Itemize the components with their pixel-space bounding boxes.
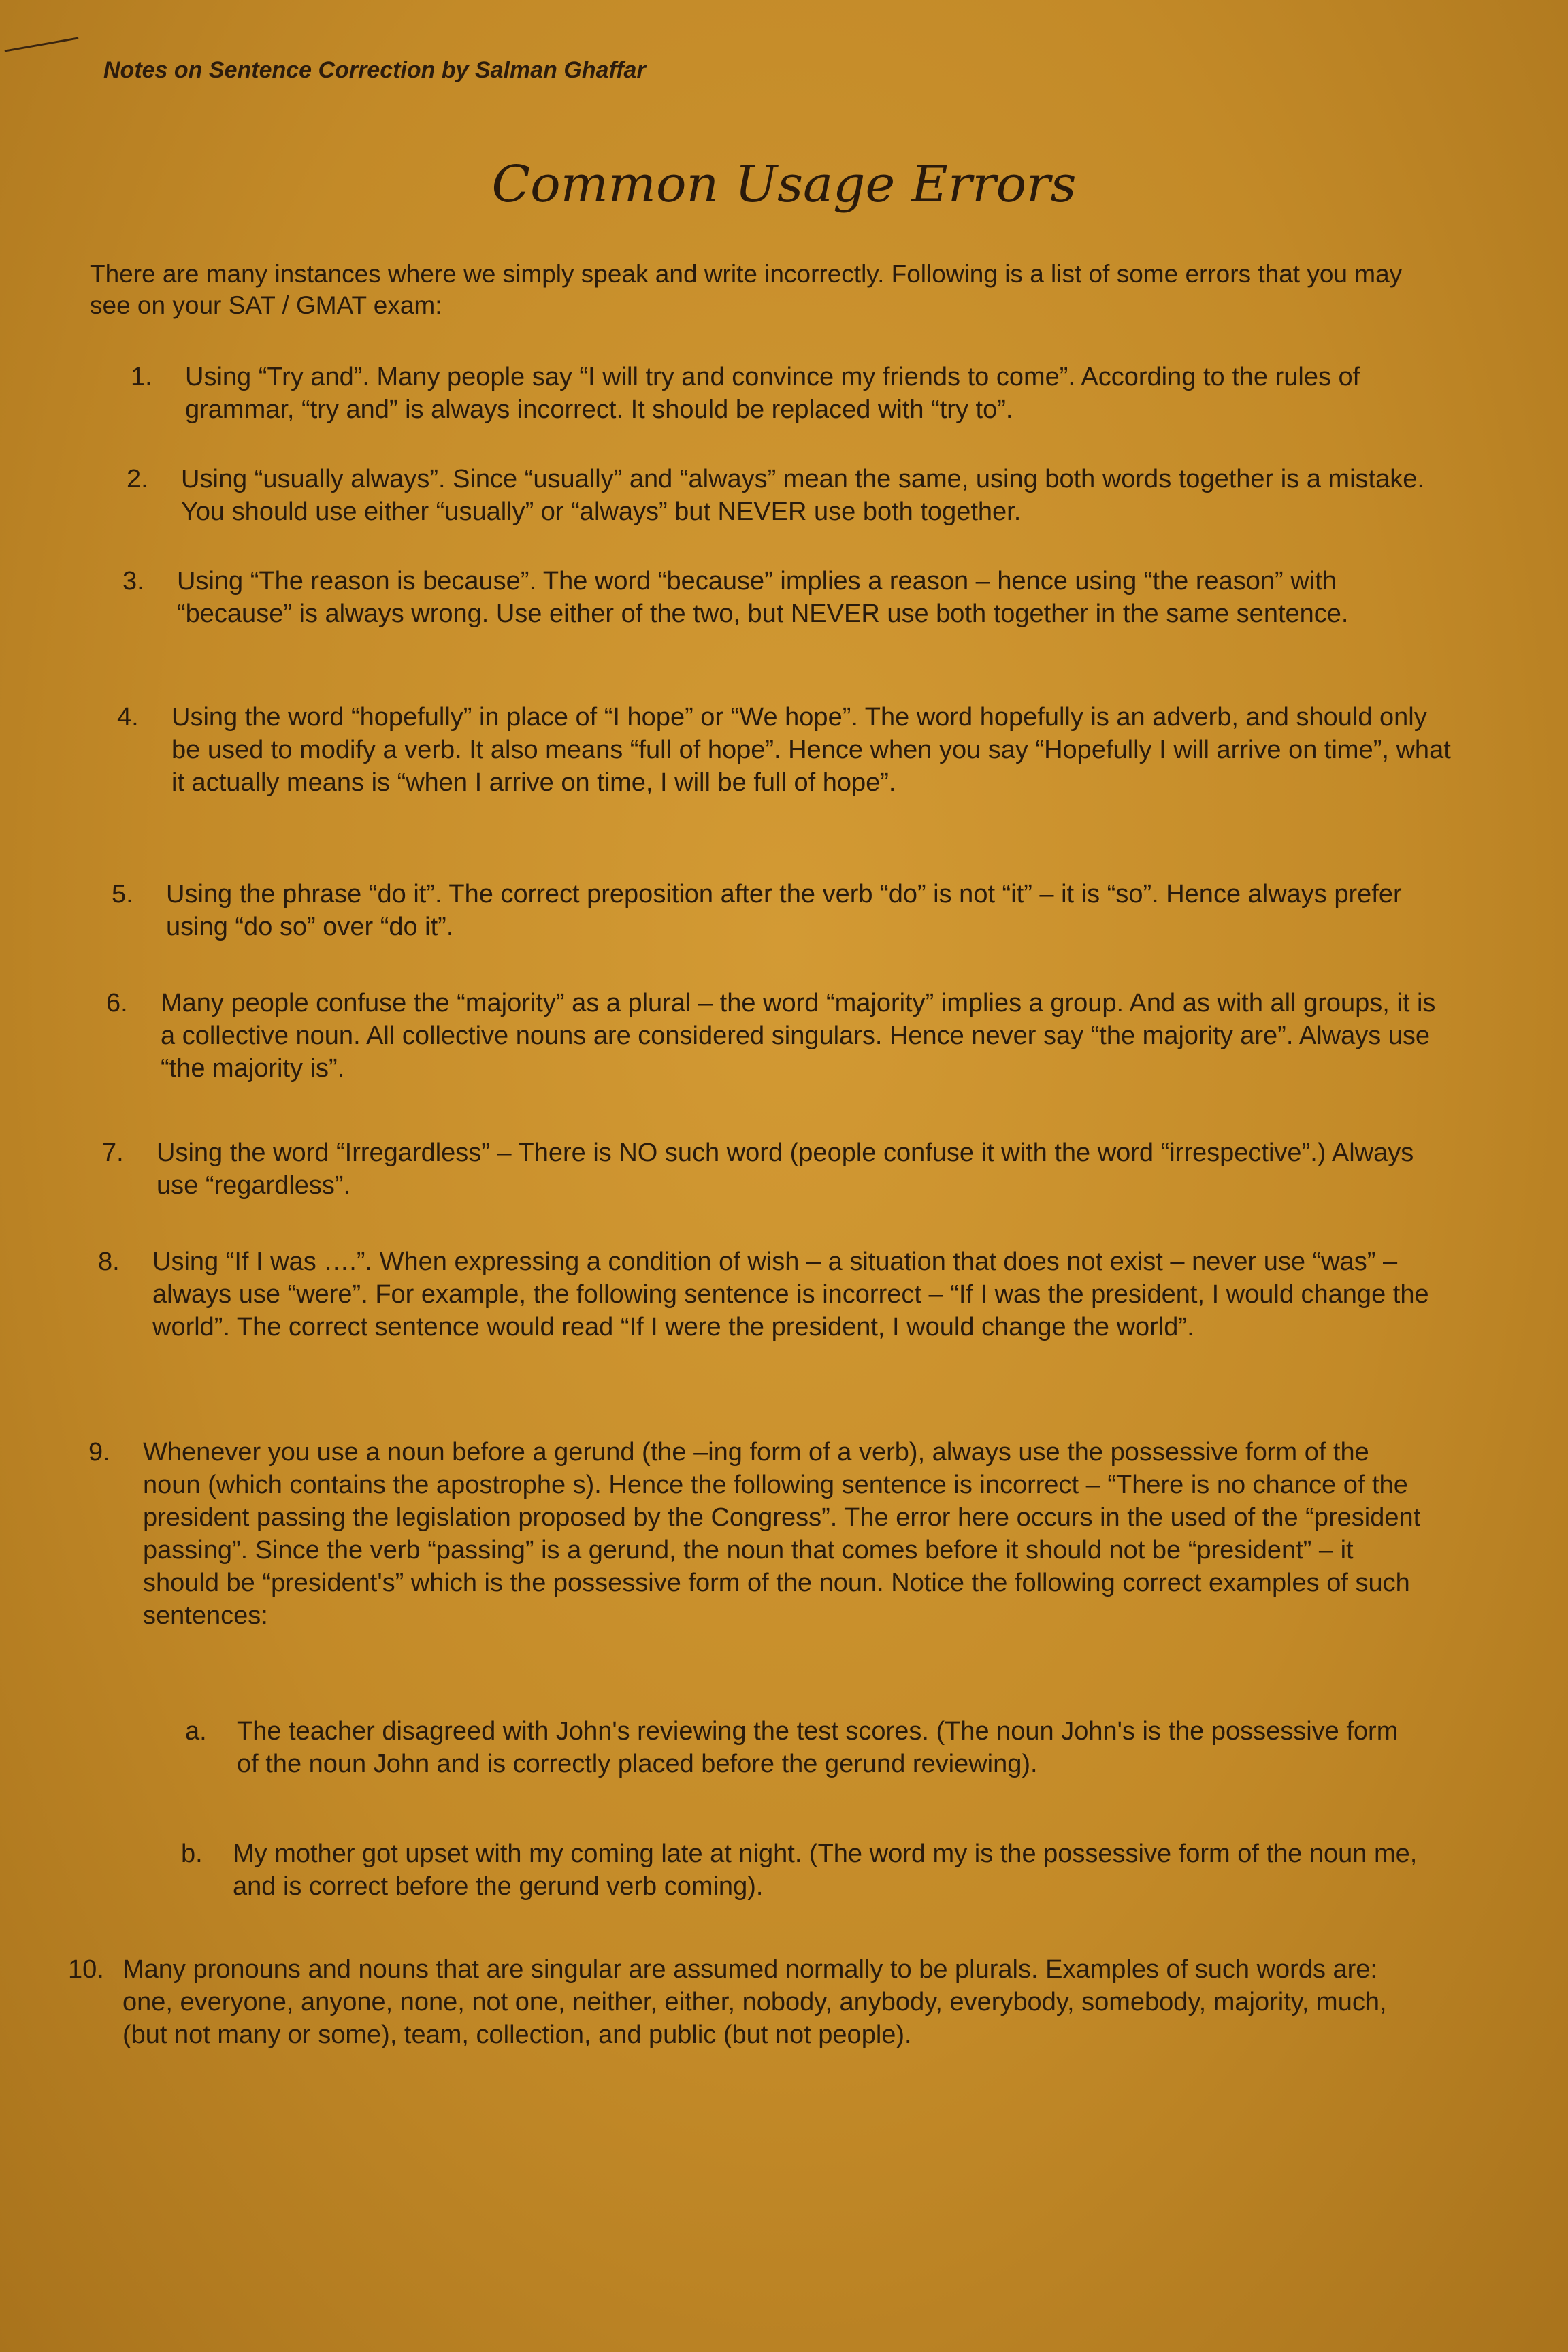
item-number: 1. bbox=[131, 363, 152, 391]
item-text: Using the word “Irregardless” – There is NO such word (people confuse it with the word “irrespective”.) Always use “regardless”. bbox=[157, 1139, 1414, 1200]
item-text: Using “usually always”. Since “usually” and “always” mean the same, using both words together is a mistake. You should use either “usually” or “always” but NEVER use both together. bbox=[181, 465, 1424, 526]
list-item bbox=[117, 701, 1451, 799]
item-text: Many pronouns and nouns that are singular are assumed normally to be plurals. Examples of such words are: one, everyone, anyone, none, not one, neither, either, nobody, anybody, everybody, somebody, majority, much, (but not many or some), team, collection, and public (but not people). bbox=[122, 1955, 1387, 2049]
item-number: 2. bbox=[127, 465, 148, 493]
pen-mark bbox=[5, 37, 79, 52]
item-text: Using “If I was ….”. When expressing a condition of wish – a situation that does not exist – never use “was” – always use “were”. For example, the following sentence is incorrect – “If I was the president, I would change the world”. The correct sentence would read “If I were the president, I would change the world”. bbox=[152, 1247, 1429, 1341]
item-number: 6. bbox=[106, 989, 128, 1017]
list-item bbox=[131, 361, 1465, 426]
item-text: Whenever you use a noun before a gerund (the –ing form of a verb), always use the possessive form of the noun (which contains the apostrophe s). Hence the following sentence is incorrect – “There is no chance of the president passing the legislation proposed by the Congress”. The error here occurs in the used of the “president passing”. Since the verb “passing” is a gerund, the noun that comes before it should not be “president” – it should be “president's” which is the possessive form of the noun. Notice the following correct examples of such sentences: bbox=[143, 1438, 1421, 1630]
list-item bbox=[106, 987, 1440, 1085]
sub-list-item bbox=[185, 1715, 1424, 1780]
header-note: Notes on Sentence Correction by Salman Ghaffar bbox=[103, 57, 646, 83]
page-title: Common Usage Errors bbox=[491, 155, 1077, 214]
item-text: Using the phrase “do it”. The correct preposition after the verb “do” is not “it” – it is “so”. Hence always prefer using “do so” over “do it”. bbox=[166, 880, 1402, 941]
list-item bbox=[102, 1137, 1436, 1202]
list-item bbox=[98, 1245, 1432, 1343]
sub-list-item bbox=[181, 1838, 1420, 1903]
item-text: Using “Try and”. Many people say “I will try and convince my friends to come”. According to the rules of grammar, “try and” is always incorrect. It should be replaced with “try to”. bbox=[185, 363, 1360, 424]
item-text: Using the word “hopefully” in place of “I hope” or “We hope”. The word hopefully is an adverb, and should only be used to modify a verb. It also means “full of hope”. Hence when you say “Hopefully I will arrive on time”, what it actually means is “when I arrive on time, I will be full of hope”. bbox=[172, 703, 1451, 797]
list-item bbox=[122, 565, 1456, 630]
sub-item-text: The teacher disagreed with John's reviewing the test scores. (The noun John's is the possessive form of the noun John and is correctly placed before the gerund reviewing). bbox=[237, 1717, 1399, 1778]
item-number: 3. bbox=[122, 567, 144, 595]
item-text: Many people confuse the “majority” as a plural – the word “majority” implies a group. And as with all groups, it is a collective noun. All collective nouns are considered singulars. Hence never say “the majority are”. Always use “the majority is”. bbox=[161, 989, 1436, 1083]
sub-item-text: My mother got upset with my coming late at night. (The word my is the possessive form of the noun me, and is correct before the gerund verb coming). bbox=[233, 1840, 1418, 1901]
list-item bbox=[68, 1953, 1402, 2051]
item-number: 4. bbox=[117, 703, 139, 732]
sub-item-letter: b. bbox=[181, 1840, 203, 1868]
list-item bbox=[127, 463, 1460, 528]
list-item bbox=[88, 1436, 1422, 1632]
item-number: 5. bbox=[112, 880, 133, 909]
item-text: Using “The reason is because”. The word “because” implies a reason – hence using “the reason” with “because” is always wrong. Use either of the two, but NEVER use both together in the same sentence. bbox=[177, 567, 1349, 628]
item-number: 10. bbox=[68, 1955, 104, 1984]
item-number: 8. bbox=[98, 1247, 120, 1276]
sub-item-letter: a. bbox=[185, 1717, 207, 1746]
list-item bbox=[112, 878, 1446, 943]
item-number: 9. bbox=[88, 1438, 110, 1467]
item-number: 7. bbox=[102, 1139, 124, 1167]
intro-paragraph: There are many instances where we simply speak and write incorrectly. Following is a list of some errors that you may see on your SAT / GMAT exam: bbox=[90, 260, 1403, 319]
